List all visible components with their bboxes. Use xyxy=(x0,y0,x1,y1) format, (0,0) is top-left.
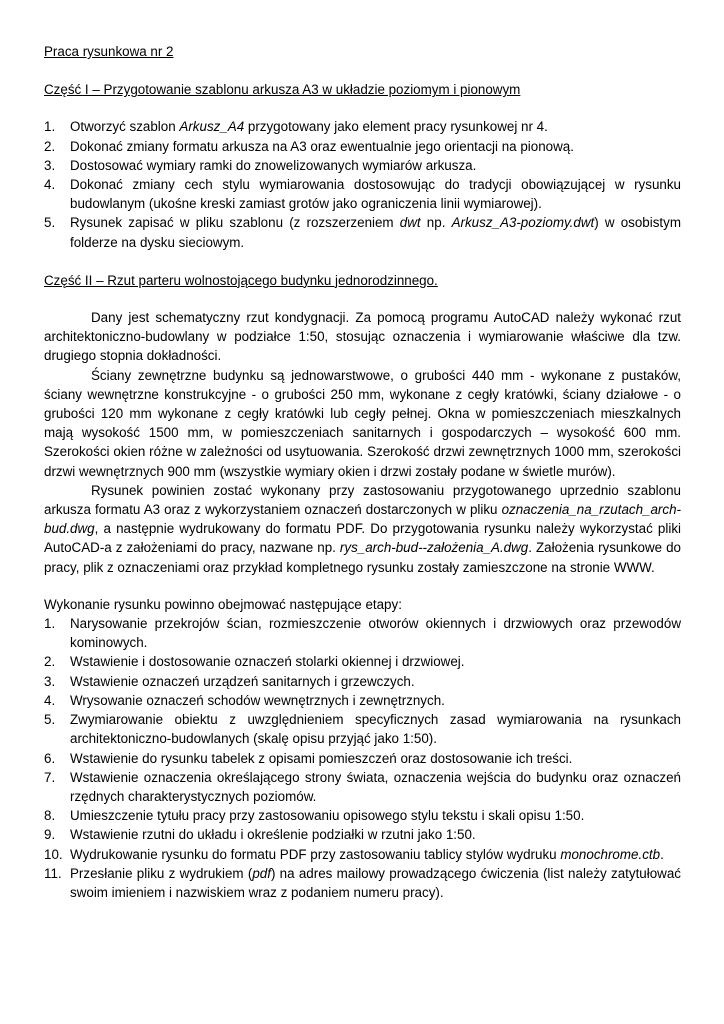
list-item: 8. Umieszczenie tytułu pracy przy zastosowaniu opisowego stylu tekstu i skali opisu 1:50. xyxy=(44,808,585,824)
part2-heading: Część II – Rzut parteru wolnostojącego budynku jednorodzinnego. xyxy=(44,272,438,288)
list-item: 2. Dokonać zmiany formatu arkusza na A3 oraz ewentualnie jego orientacji na pionową. xyxy=(44,138,574,154)
list-item: 4. Wrysowanie oznaczeń schodów wewnętrznych i zewnętrznych. xyxy=(44,692,445,708)
paragraph: Rysunek powinien zostać wykonany przy zastosowaniu przygotowanego uprzednio szablonu arkusza formatu A3 oraz z wykorzystaniem oznaczeń dostarczonych w pliku oznaczenia_na_rzutach_arch-bud.dwg, a następnie wydrukowany do formatu PDF. Do przygotowania rysunku należy wykorzystać pliki AutoCAD-a z założeniami do pracy, nazwane np. rys_arch-bud--założenia_A.dwg. Założenia rysunkowe do pracy, plik z oznaczeniami oraz przykład kompletnego rysunku zostały zamieszczone na stronie WWW. xyxy=(44,482,682,575)
paragraph: Dany jest schematyczny rzut kondygnacji. Za pomocą programu AutoCAD należy wykonać rzut architektoniczno-budowlany w podziałce 1:50, stosując oznaczenia i wymiarowanie właściwe dla tzw. drugiego stopnia dokładności. xyxy=(44,310,681,364)
list-item: 3. Dostosować wymiary ramki do znowelizowanych wymiarów arkusza. xyxy=(44,157,477,173)
list-item: 2. Wstawienie i dostosowanie oznaczeń stolarki okiennej i drzwiowej. xyxy=(44,654,465,670)
list-item: 6. Wstawienie do rysunku tabelek z opisami pomieszczeń oraz dostosowanie ich treści. xyxy=(44,750,573,766)
list-item: 1. Narysowanie przekrojów ścian, rozmieszczenie otworów okiennych i drzwiowych oraz przewodów kominowych. xyxy=(44,616,681,651)
document-page xyxy=(44,42,681,921)
list-item: 7. Wstawienie oznaczenia określającego strony świata, oznaczenia wejścia do budynku oraz oznaczeń rzędnych charakterystycznych poziomów. xyxy=(44,769,681,804)
list-item: 5. Zwymiarowanie obiektu z uwzględnieniem specyficznych zasad wymiarowania na rysunkach architektoniczno-budowlanych (skalę opisu przyjąć jako 1:50). xyxy=(44,712,681,747)
list-item: 10. Wydrukowanie rysunku do formatu PDF przy zastosowaniu tablicy stylów wydruku monochrome.ctb. xyxy=(44,846,664,862)
list-item: 9. Wstawienie rzutni do układu i określenie podziałki w rzutni jako 1:50. xyxy=(44,827,476,843)
paragraph: Ściany zewnętrzne budynku są jednowarstwowe, o grubości 440 mm - wykonane z pustaków, ściany wewnętrzne konstrukcyjne - o grubości 250 mm, wykonane z cegły kratówki, ściany działowe - o grubości 120 mm wykonane z cegły kratówki lub cegły pełnej. Okna w pomieszczeniach mieszkalnych mają wysokość 1500 mm, w pomieszczeniach sanitarnych i gospodarczych – wysokość 600 mm. Szerokości okien różne w zależności od usytuowania. Szerokość drzwi zewnętrznych 1000 mm, szerokości drzwi wewnętrznych 900 mm (wszystkie wymiary okien i drzwi zostały podane w świetle murów). xyxy=(44,367,681,479)
list-item: 5. Rysunek zapisać w pliku szablonu (z rozszerzeniem dwt np. Arkusz_A3-poziomy.dwt) w osobistym folderze na dysku sieciowym. xyxy=(44,215,681,250)
document-title: Praca rysunkowa nr 2 xyxy=(44,44,174,59)
steps-lead: Wykonanie rysunku powinno obejmować następujące etapy: xyxy=(44,596,402,612)
list-item: 1. Otworzyć szablon Arkusz_A4 przygotowany jako element pracy rysunkowej nr 4. xyxy=(44,119,548,135)
steps-list xyxy=(44,614,681,902)
part1-list xyxy=(44,117,681,251)
list-item: 11. Przesłanie pliku z wydrukiem (pdf) na adres mailowy prowadzącego ćwiczenia (list należy zatytułować swoim imieniem i nazwiskiem wraz z podaniem numeru pracy). xyxy=(44,865,681,900)
list-item: 4. Dokonać zmiany cech stylu wymiarowania dostosowując do tradycji obowiązującej w rysunku budowlanym (ukośne kreski zamiast grotów jako ograniczenia linii wymiarowej). xyxy=(44,177,681,212)
part1-heading: Część I – Przygotowanie szablonu arkusza A3 w układzie poziomym i pionowym xyxy=(44,82,521,98)
list-item: 3. Wstawienie oznaczeń urządzeń sanitarnych i grzewczych. xyxy=(44,673,415,689)
